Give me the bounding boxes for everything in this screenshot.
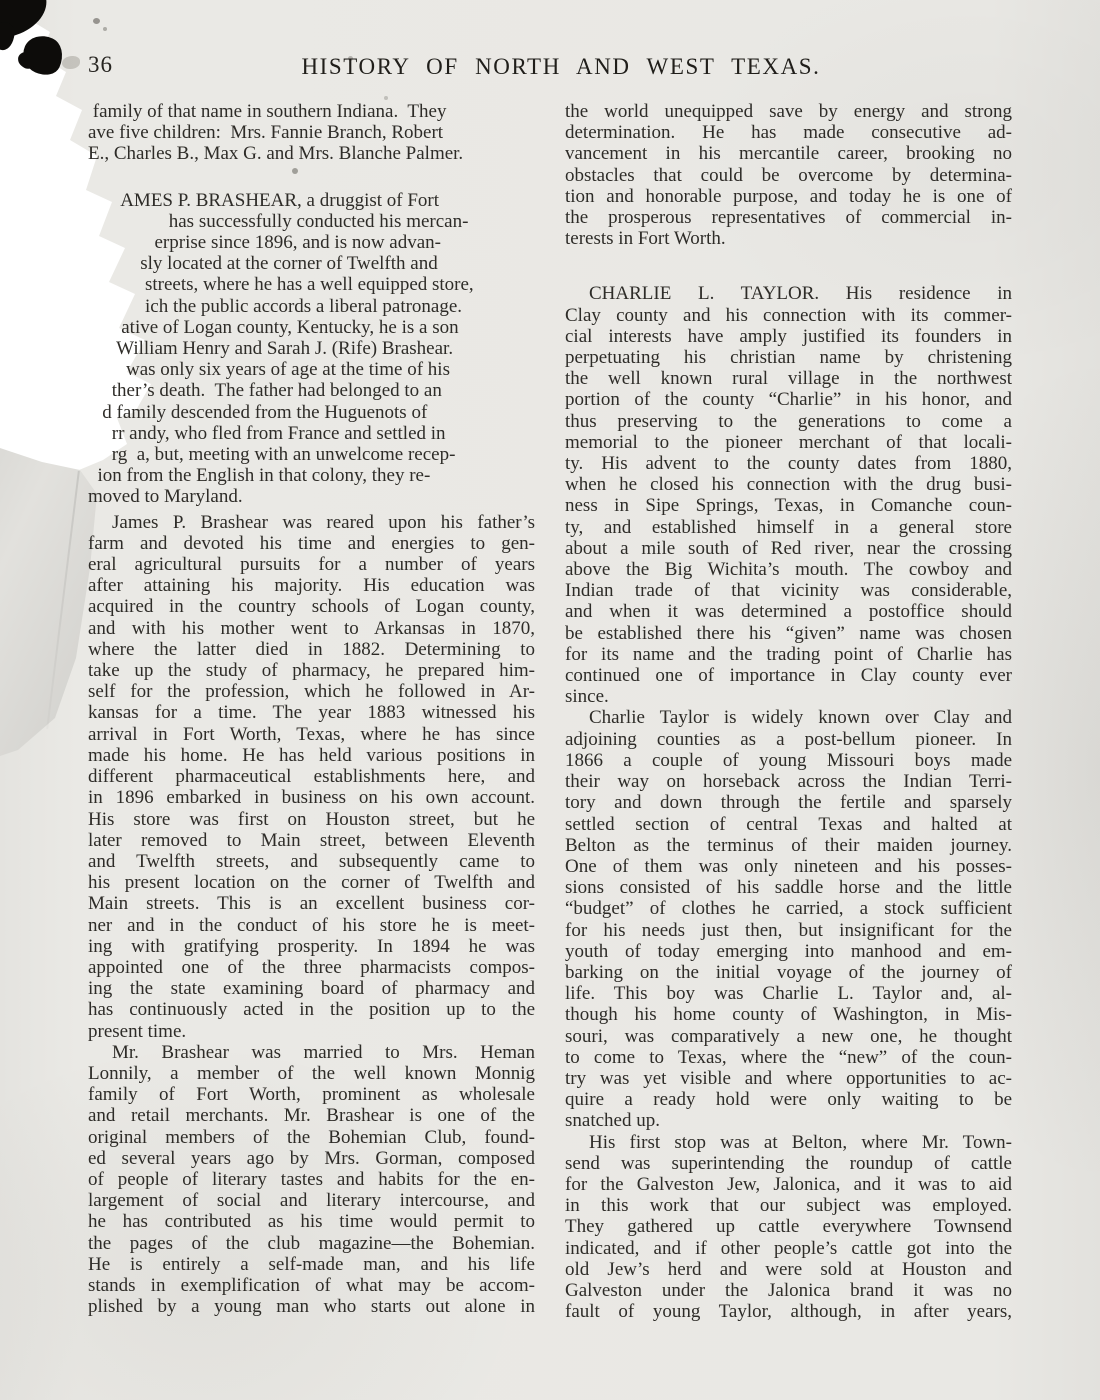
text-line: kansas for a time. The year 1883 witnessed his (88, 702, 535, 724)
text-line: ing the state examining board of pharmacy and (88, 978, 535, 1000)
text-line: ty. His advent to the county dates from 1880, (565, 453, 1012, 475)
right-column (565, 101, 1012, 1322)
text-line: was only six years of age at the time of his (88, 359, 450, 381)
paragraph-taylor-intro (565, 283, 1012, 707)
text-line: 1866 a couple of young Missouri boys made (565, 749, 1012, 771)
text-line: and with his mother went to Arkansas in 1870, (88, 617, 535, 639)
text-line: where the latter died in 1882. Determining to (88, 638, 535, 660)
text-line: their way on horseback across the Indian Terri- (565, 771, 1012, 793)
text-line: take up the study of pharmacy, he prepared him- (88, 660, 535, 682)
text-line: plished by a young man who starts out alone in (88, 1296, 535, 1318)
text-line: ther’s death. The father had belonged to an (88, 380, 442, 402)
text-line: fault of young Taylor, although, in after years, (565, 1301, 1012, 1323)
text-line: ness in Sipe Springs, Texas, in Comanche coun- (565, 495, 1012, 517)
text-line: thus preserving to the generations to come a (565, 410, 1012, 432)
text-line: when he closed his connection with the drug busi- (565, 474, 1012, 496)
text-line: ich the public accords a liberal patronage. (88, 295, 463, 317)
text-line: ty, and established himself in a general store (565, 516, 1012, 538)
text-line: farm and devoted his time and energies to gen- (88, 532, 535, 554)
text-line: though his home county of Washington, in Mis- (565, 1004, 1012, 1026)
text-line: ion from the English in that colony, they re- (88, 465, 431, 487)
text-line: vancement in his mercantile career, brooking no (565, 143, 1012, 165)
text-line: rr andy, who fled from France and settled in (88, 422, 446, 444)
text-line: of people of literary tastes and habits for the en- (88, 1168, 535, 1190)
text-line: d family descended from the Huguenots of (88, 401, 428, 423)
text-line: Indian trade of that vicinity was considerable, (565, 580, 1012, 602)
paragraph-taylor-belton (565, 1132, 1012, 1323)
text-line: Galveston under the Jalonica brand it was no (565, 1279, 1012, 1301)
text-line: for his needs just then, but insignificant for the (565, 919, 1012, 941)
text-line: tion and honorable purpose, and today he is one of (565, 185, 1012, 207)
page-number: 36 (88, 52, 113, 77)
text-line: different pharmaceutical establishments here, and (88, 766, 535, 788)
text-line: erprise since 1896, and is now advan- (88, 232, 442, 254)
text-line: youth of today emerging into manhood and em- (565, 940, 1012, 962)
text-line: the well known rural village in the northwest (565, 368, 1012, 390)
text-line: Mr. Brashear was married to Mrs. Heman (112, 1041, 535, 1063)
left-column (88, 101, 535, 1317)
text-line: CHARLIE L. TAYLOR. His residence in (589, 283, 1012, 305)
text-line: and Twelfth streets, and subsequently came to (88, 850, 535, 872)
text-line: They gathered up cattle everywhere Townsend (565, 1216, 1012, 1238)
text-line: continued one of importance in Clay county ever (565, 665, 1012, 687)
text-line: since. (565, 686, 609, 708)
text-line: for the Galveston Jew, Jalonica, and it was to aid (565, 1173, 1012, 1195)
text-line: moved to Maryland. (88, 486, 243, 508)
text-line: try was yet visible and where opportunities to ac- (565, 1067, 1012, 1089)
text-line: Clay county and his connection with its commer- (565, 304, 1012, 326)
text-line: His store was first on Houston street, but he (88, 808, 535, 830)
text-line: memorial to the pioneer merchant of that locali- (565, 431, 1012, 453)
text-line: original members of the Bohemian Club, found- (88, 1126, 535, 1148)
text-line: AMES P. BRASHEAR, a druggist of Fort (88, 189, 440, 211)
text-line: ative of Logan county, Kentucky, he is a son (88, 316, 459, 338)
text-line: acquired in the country schools of Logan county, (88, 596, 535, 618)
text-line: eral agricultural pursuits for a number of years (88, 554, 535, 576)
text-line: self for the profession, which he followed in Ar- (88, 681, 535, 703)
text-line: sly located at the corner of Twelfth and (88, 253, 438, 275)
text-line: family of that name in southern Indiana. They (88, 101, 447, 122)
text-line: appointed one of the three pharmacists compos- (88, 956, 535, 978)
stain-speck (93, 18, 100, 24)
text-line: settled section of central Texas and halted at (565, 813, 1012, 835)
text-line: He is entirely a self-made man, and his life (88, 1253, 535, 1275)
text-line: largement of social and literary intercourse, and (88, 1190, 535, 1212)
text-line: and retail merchants. Mr. Brashear is one of the (88, 1105, 535, 1127)
text-line: stands in exemplification of what may be accom- (88, 1274, 535, 1296)
text-line: ave five children: Mrs. Fannie Branch, Robert (88, 122, 444, 144)
text-line: souri, was comparatively a new one, he thought (565, 1025, 1012, 1047)
text-line: quire a ready hold were only waiting to be (565, 1089, 1012, 1111)
text-line: ing with gratifying prosperity. In 1894 he was (88, 935, 535, 957)
text-line: he has contributed as his time would permit to (88, 1211, 535, 1233)
text-line: Lonnily, a member of the well known Monnig (88, 1062, 535, 1084)
page-title: HISTORY OF NORTH AND WEST TEXAS. (301, 54, 821, 79)
text-line: sions consisted of his saddle horse and the little (565, 877, 1012, 899)
text-line: William Henry and Sarah J. (Rife) Brashear. (88, 338, 454, 360)
paragraph-family-torn (88, 101, 535, 165)
text-line: perpetuating his christian name by christening (565, 347, 1012, 369)
text-line: One of them was only nineteen and his posses- (565, 855, 1012, 877)
text-line: arrival in Fort Worth, Texas, where he has since (88, 723, 535, 745)
text-line: Belton as the terminus of their maiden journey. (565, 834, 1012, 856)
text-line: portion of the county “Charlie” in his honor, and (565, 389, 1012, 411)
text-line: has continuously acted in the position up to the (88, 999, 535, 1021)
text-line: present time. (88, 1020, 187, 1042)
text-line: tory and down through the fertile and sparsely (565, 792, 1012, 814)
text-line: terests in Fort Worth. (565, 228, 726, 250)
text-line: barking on the initial voyage of the journey of (565, 961, 1012, 983)
text-line: Charlie Taylor is widely known over Clay and (589, 707, 1012, 729)
text-line: cial interests have amply justified its founders in (565, 325, 1012, 347)
text-line: old Jew’s herd and were sold at Houston and (565, 1258, 1012, 1280)
text-line: be established there his “given” name was chosen (565, 622, 1012, 644)
text-line: ed several years ago by Mrs. Gorman, composed (88, 1147, 535, 1169)
text-line: obstacles that could be overcome by determina- (565, 164, 1012, 186)
paragraph-brashear-marriage (88, 1042, 535, 1318)
text-line: and when it was determined a postoffice should (565, 601, 1012, 623)
text-line: rg a, but, meeting with an unwelcome recep- (88, 444, 456, 466)
text-line: his present location on the corner of Twelfth and (88, 872, 535, 894)
text-line: above the Big Wichita’s mouth. The cowboy and (565, 559, 1012, 581)
text-line: indicated, and if other people’s cattle got into the (565, 1237, 1012, 1259)
paragraph-brashear-intro-torn (88, 190, 535, 508)
text-line: to come to Texas, where the “new” of the coun- (565, 1046, 1012, 1068)
text-line: family of Fort Worth, prominent as wholesale (88, 1084, 535, 1106)
text-line: E., Charles B., Max G. and Mrs. Blanche Palmer. (88, 143, 464, 165)
paragraph-brashear-career (88, 512, 535, 1042)
text-line: ner and in the conduct of his store he is meet- (88, 914, 535, 936)
text-line: snatched up. (565, 1110, 660, 1132)
text-line: in 1896 embarked in business on his own account. (88, 787, 535, 809)
text-line: the prosperous representatives of commercial in- (565, 207, 1012, 229)
text-line: James P. Brashear was reared upon his father’s (112, 511, 535, 533)
text-line: “budget” of clothes he carried, a stock sufficient (565, 898, 1012, 920)
text-line: life. This boy was Charlie L. Taylor and, al- (565, 983, 1012, 1005)
text-line: has successfully conducted his mercan- (88, 210, 469, 232)
text-line: adjoining counties as a post-bellum pioneer. In (565, 728, 1012, 750)
text-line: Main streets. This is an excellent business cor- (88, 893, 535, 915)
paragraph-fortworth-conclusion (565, 101, 1012, 249)
text-line: His first stop was at Belton, where Mr. Town- (589, 1131, 1012, 1153)
text-line: the pages of the club magazine—the Bohemian. (88, 1232, 535, 1254)
text-line: determination. He has made consecutive ad- (565, 122, 1012, 144)
text-line: later removed to Main street, between Eleventh (88, 829, 535, 851)
stain-speck (103, 27, 107, 31)
text-line: send was superintending the roundup of cattle (565, 1152, 1012, 1174)
text-line: made his home. He has held various positions in (88, 744, 535, 766)
text-line: the world unequipped save by energy and strong (565, 101, 1012, 122)
text-line: streets, where he has a well equipped store, (88, 274, 474, 296)
text-line: about a mile south of Red river, near the crossing (565, 537, 1012, 559)
text-line: for its name and the trading point of Charlie has (565, 643, 1012, 665)
text-line: in this work that our subject was employed. (565, 1195, 1012, 1217)
paragraph-taylor-pioneer (565, 707, 1012, 1131)
stain-speck (384, 96, 388, 100)
text-line: after attaining his majority. His education was (88, 575, 535, 597)
